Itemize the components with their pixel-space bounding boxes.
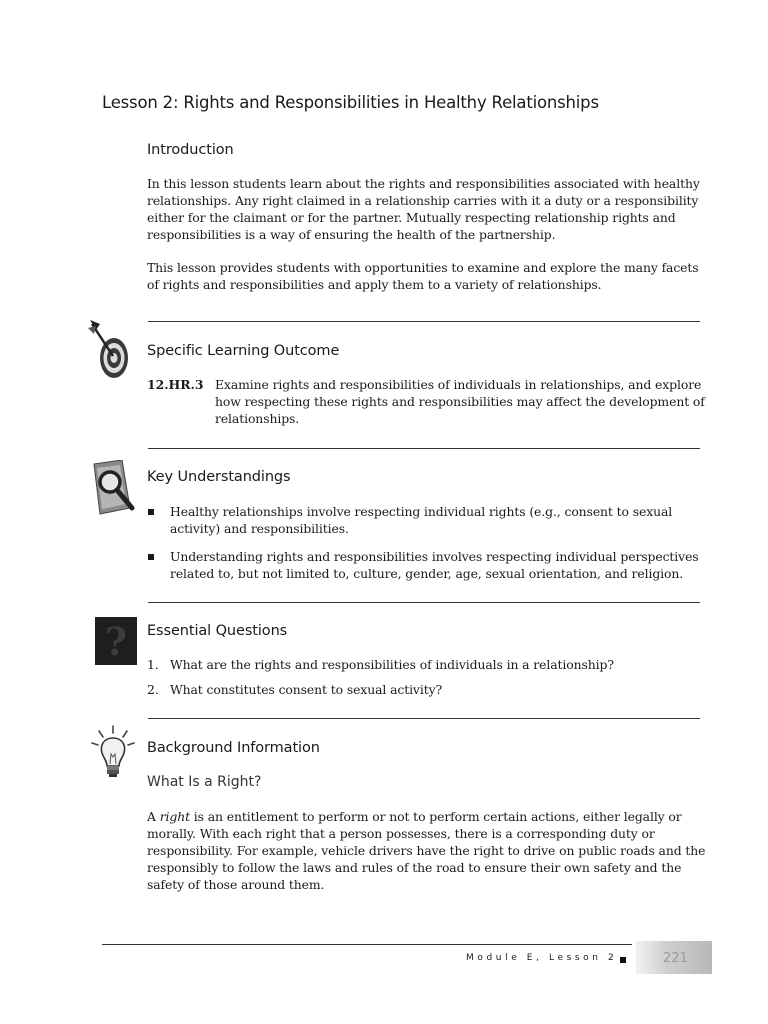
magnifying-glass-icon (92, 460, 138, 516)
footer-rule (102, 944, 632, 945)
essential-questions-heading: Essential Questions (147, 623, 288, 639)
background-paragraph-text: is an entitlement to perform or not to perform certain actions, either legally or morally. With each right that a person possesses, there is a corresponding duty or responsibility. For example, vehicle drivers have the right to drive on public roads and the responsibly to follow the laws and rules of the road to ensure their own safety and the safety of those around them. (147, 809, 706, 892)
light-bulb-icon (90, 724, 136, 780)
background-heading: Background Information (147, 740, 320, 756)
key-understandings-heading: Key Understandings (147, 469, 291, 485)
footer-square-marker (620, 957, 626, 963)
footer-module-label: Module E, Lesson 2 (466, 953, 618, 963)
lesson-title: Lesson 2: Rights and Responsibilities in Healthy Relationships (102, 93, 599, 112)
key-understanding-item: Healthy relationships involve respecting individual rights (e.g., consent to sexual activity) and responsibilities. (170, 504, 673, 536)
outcome-heading: Specific Learning Outcome (147, 343, 340, 359)
question-mark-icon (95, 617, 137, 665)
introduction-paragraph-2: This lesson provides students with opportunities to examine and explore the many facets of rights and responsibilities and apply them to a variety of relationships. (147, 260, 699, 292)
svg-text:?: ? (104, 619, 128, 664)
key-understanding-item: Understanding rights and responsibilities involves respecting individual perspectives related to, but not limited to, culture, gender, age, sexual orientation, and religion. (170, 549, 699, 581)
section-divider (148, 718, 700, 719)
question-text: What are the rights and responsibilities of individuals in a relationship? (170, 657, 614, 672)
background-paragraph (147, 808, 707, 893)
introduction-heading: Introduction (147, 142, 234, 158)
section-divider (148, 602, 700, 603)
page-number: 221 (663, 951, 688, 966)
outcome-code: 12.HR.3 (147, 377, 204, 392)
target-dart-icon (88, 318, 134, 380)
question-number: 1. (147, 657, 159, 672)
background-subheading: What Is a Right? (147, 774, 262, 790)
question-text: What constitutes consent to sexual activity? (170, 682, 443, 697)
section-divider (148, 448, 700, 449)
introduction-paragraph-1: In this lesson students learn about the rights and responsibilities associated with healthy relationships. Any right claimed in a relationship carries with it a duty or a responsibility either for the claimant or for the partner. Mutually respecting relationship rights and responsibilities is a way of ensuring the health of the partnership. (147, 176, 700, 242)
background-paragraph-prefix: A (147, 809, 160, 824)
right-term: right (159, 809, 190, 824)
question-number: 2. (147, 682, 159, 697)
outcome-text: Examine rights and responsibilities of individuals in relationships, and explore how respecting these rights and responsibilities may affect the development of relationships. (215, 377, 705, 426)
section-divider (148, 321, 700, 322)
